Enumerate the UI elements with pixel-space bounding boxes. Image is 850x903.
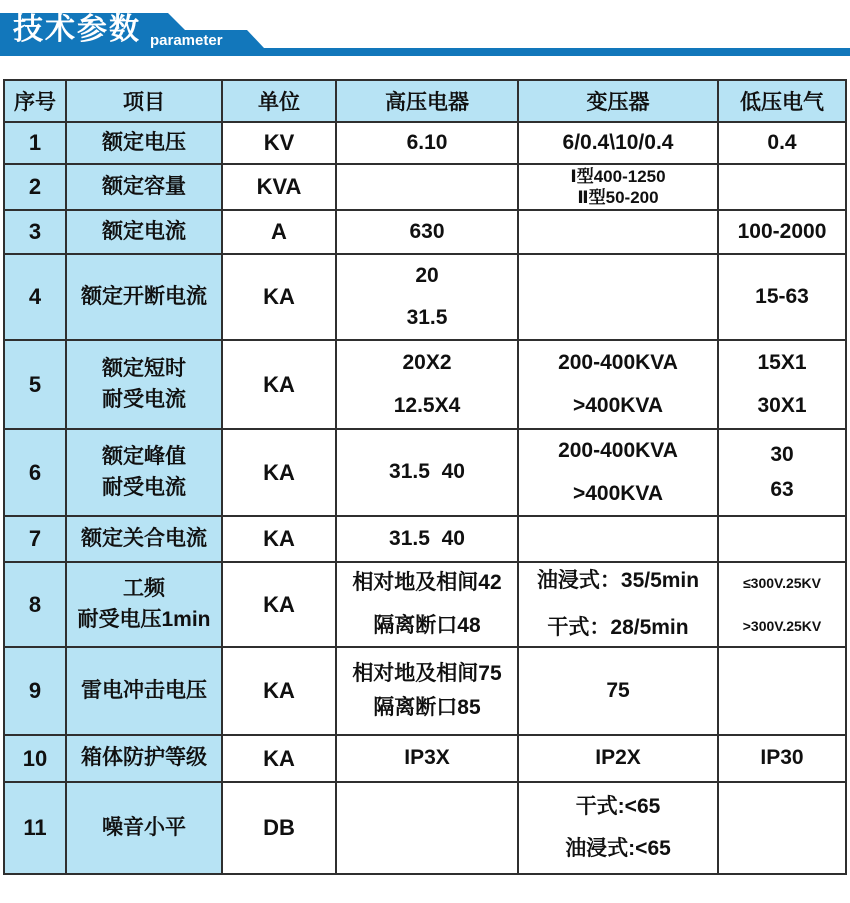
cell-line: 31.5 40 — [389, 526, 465, 550]
column-header-unit: 单位 — [222, 80, 336, 122]
cell-high-voltage-row6 — [336, 429, 518, 516]
cell-line: 0.4 — [767, 130, 797, 154]
cell-high-voltage-row9 — [336, 647, 518, 735]
cell-unit-row7: KA — [222, 516, 336, 562]
cell-high-voltage-row1 — [336, 122, 518, 164]
cell-high-voltage-row11 — [336, 782, 518, 874]
cell-line: 隔离断口48 — [373, 613, 481, 637]
cell-line: >300V.25KV — [742, 617, 822, 634]
cell-unit-row11: DB — [222, 782, 336, 874]
cell-line: IP3X — [404, 746, 450, 770]
cell-line: 耐受电压1min — [77, 608, 211, 631]
cell-high-voltage-row5 — [336, 340, 518, 429]
cell-line: 耐受电流 — [102, 388, 186, 411]
cell-line: 额定关合电流 — [81, 526, 207, 550]
cell-unit-row4: KA — [222, 254, 336, 340]
cell-line: 30X1 — [757, 393, 807, 417]
table-row — [4, 210, 846, 254]
table-row — [4, 122, 846, 164]
cell-unit-row1: KV — [222, 122, 336, 164]
column-header-transformer: 变压器 — [518, 80, 718, 122]
cell-line: 额定峰值 — [102, 444, 186, 468]
cell-item-row1 — [66, 122, 222, 164]
cell-line: 油浸式：35/5min — [536, 569, 700, 593]
cell-index-row4: 4 — [4, 254, 66, 340]
cell-index-row9: 9 — [4, 647, 66, 735]
cell-line: 20X2 — [402, 351, 452, 375]
cell-high-voltage-row7 — [336, 516, 518, 562]
cell-unit-row9: KA — [222, 647, 336, 735]
cell-line: 额定开断电流 — [81, 284, 207, 308]
cell-index-row8: 8 — [4, 562, 66, 647]
cell-line: 30 — [770, 442, 794, 466]
cell-line: 额定短时 — [102, 356, 186, 380]
cell-line: 相对地及相间42 — [352, 571, 502, 595]
cell-line: 15-63 — [755, 284, 809, 308]
cell-line: 隔离断口85 — [373, 695, 481, 719]
table-row — [4, 735, 846, 782]
parameters-table — [3, 79, 847, 875]
cell-high-voltage-row3 — [336, 210, 518, 254]
cell-line: 额定电压 — [102, 130, 186, 154]
cell-high-voltage-row4 — [336, 254, 518, 340]
cell-line: Ⅰ型400-1250 — [570, 166, 666, 186]
cell-index-row2: 2 — [4, 164, 66, 210]
cell-high-voltage-row10 — [336, 735, 518, 782]
cell-line: 噪音小平 — [102, 815, 186, 839]
cell-index-row3: 3 — [4, 210, 66, 254]
cell-line: 12.5X4 — [393, 393, 461, 417]
cell-line: 100-2000 — [737, 219, 827, 243]
cell-line: IP30 — [760, 746, 804, 770]
cell-item-row3 — [66, 210, 222, 254]
cell-line: 额定电流 — [102, 219, 186, 243]
cell-low-voltage-row2 — [718, 164, 846, 210]
cell-low-voltage-row10 — [718, 735, 846, 782]
column-header-item: 项目 — [66, 80, 222, 122]
column-header-low-voltage: 低压电气 — [718, 80, 846, 122]
cell-line: IP2X — [595, 746, 641, 770]
cell-item-row2 — [66, 164, 222, 210]
cell-line: 20 — [415, 263, 439, 287]
cell-transformer-row7 — [518, 516, 718, 562]
cell-item-row5 — [66, 340, 222, 429]
cell-line: Ⅱ型50-200 — [577, 187, 659, 207]
cell-line: 31.5 40 — [389, 460, 465, 484]
cell-line: 630 — [409, 219, 445, 243]
cell-transformer-row1 — [518, 122, 718, 164]
cell-line: 耐受电流 — [102, 476, 186, 499]
cell-index-row7: 7 — [4, 516, 66, 562]
cell-unit-row3: A — [222, 210, 336, 254]
cell-line: ≤300V.25KV — [742, 575, 821, 592]
cell-transformer-row2 — [518, 164, 718, 210]
cell-line: 75 — [606, 678, 630, 702]
cell-line: 15X1 — [757, 351, 807, 375]
cell-transformer-row5 — [518, 340, 718, 429]
cell-unit-row6: KA — [222, 429, 336, 516]
table-header-row — [4, 80, 846, 122]
cell-line: 31.5 — [406, 306, 448, 329]
cell-line: >400KVA — [572, 393, 664, 417]
cell-line: 干式：28/5min — [547, 615, 689, 639]
cell-transformer-row3 — [518, 210, 718, 254]
table-row — [4, 516, 846, 562]
cell-transformer-row10 — [518, 735, 718, 782]
cell-transformer-row9 — [518, 647, 718, 735]
cell-unit-row5: KA — [222, 340, 336, 429]
cell-low-voltage-row3 — [718, 210, 846, 254]
cell-low-voltage-row4 — [718, 254, 846, 340]
cell-unit-row8: KA — [222, 562, 336, 647]
cell-line: 干式:<65 — [575, 794, 661, 818]
cell-line: 200-400KVA — [558, 439, 678, 463]
cell-unit-row2: KVA — [222, 164, 336, 210]
cell-high-voltage-row8 — [336, 562, 518, 647]
cell-item-row6 — [66, 429, 222, 516]
column-header-index: 序号 — [4, 80, 66, 122]
cell-low-voltage-row6 — [718, 429, 846, 516]
cell-transformer-row6 — [518, 429, 718, 516]
table-row — [4, 340, 846, 429]
cell-index-row10: 10 — [4, 735, 66, 782]
cell-line: >400KVA — [572, 481, 664, 505]
table-row — [4, 164, 846, 210]
cell-low-voltage-row11 — [718, 782, 846, 874]
cell-line: 箱体防护等级 — [81, 746, 207, 770]
cell-low-voltage-row7 — [718, 516, 846, 562]
cell-item-row4 — [66, 254, 222, 340]
cell-index-row1: 1 — [4, 122, 66, 164]
cell-item-row7 — [66, 516, 222, 562]
table-row — [4, 782, 846, 874]
table-row — [4, 429, 846, 516]
table-row — [4, 254, 846, 340]
page-subtitle: parameter — [150, 32, 223, 49]
table-row — [4, 647, 846, 735]
cell-low-voltage-row8 — [718, 562, 846, 647]
cell-high-voltage-row2 — [336, 164, 518, 210]
cell-index-row5: 5 — [4, 340, 66, 429]
cell-item-row11 — [66, 782, 222, 874]
cell-item-row10 — [66, 735, 222, 782]
cell-item-row9 — [66, 647, 222, 735]
cell-index-row6: 6 — [4, 429, 66, 516]
cell-index-row11: 11 — [4, 782, 66, 874]
cell-item-row8 — [66, 562, 222, 647]
cell-low-voltage-row1 — [718, 122, 846, 164]
cell-line: 油浸式:<65 — [565, 837, 671, 860]
cell-line: 6/0.4\10/0.4 — [562, 130, 674, 154]
cell-line: 工频 — [123, 576, 165, 600]
cell-transformer-row11 — [518, 782, 718, 874]
table-row — [4, 562, 846, 647]
cell-line: 6.10 — [406, 130, 448, 154]
page-title: 技术参数 — [13, 13, 141, 46]
cell-line: 相对地及相间75 — [352, 662, 502, 686]
cell-transformer-row4 — [518, 254, 718, 340]
cell-low-voltage-row5 — [718, 340, 846, 429]
cell-line: 63 — [770, 478, 794, 501]
column-header-high-voltage: 高压电器 — [336, 80, 518, 122]
cell-low-voltage-row9 — [718, 647, 846, 735]
cell-line: 雷电冲击电压 — [81, 678, 207, 702]
cell-transformer-row8 — [518, 562, 718, 647]
cell-line: 200-400KVA — [558, 351, 678, 375]
cell-unit-row10: KA — [222, 735, 336, 782]
cell-line: 额定容量 — [102, 174, 186, 198]
